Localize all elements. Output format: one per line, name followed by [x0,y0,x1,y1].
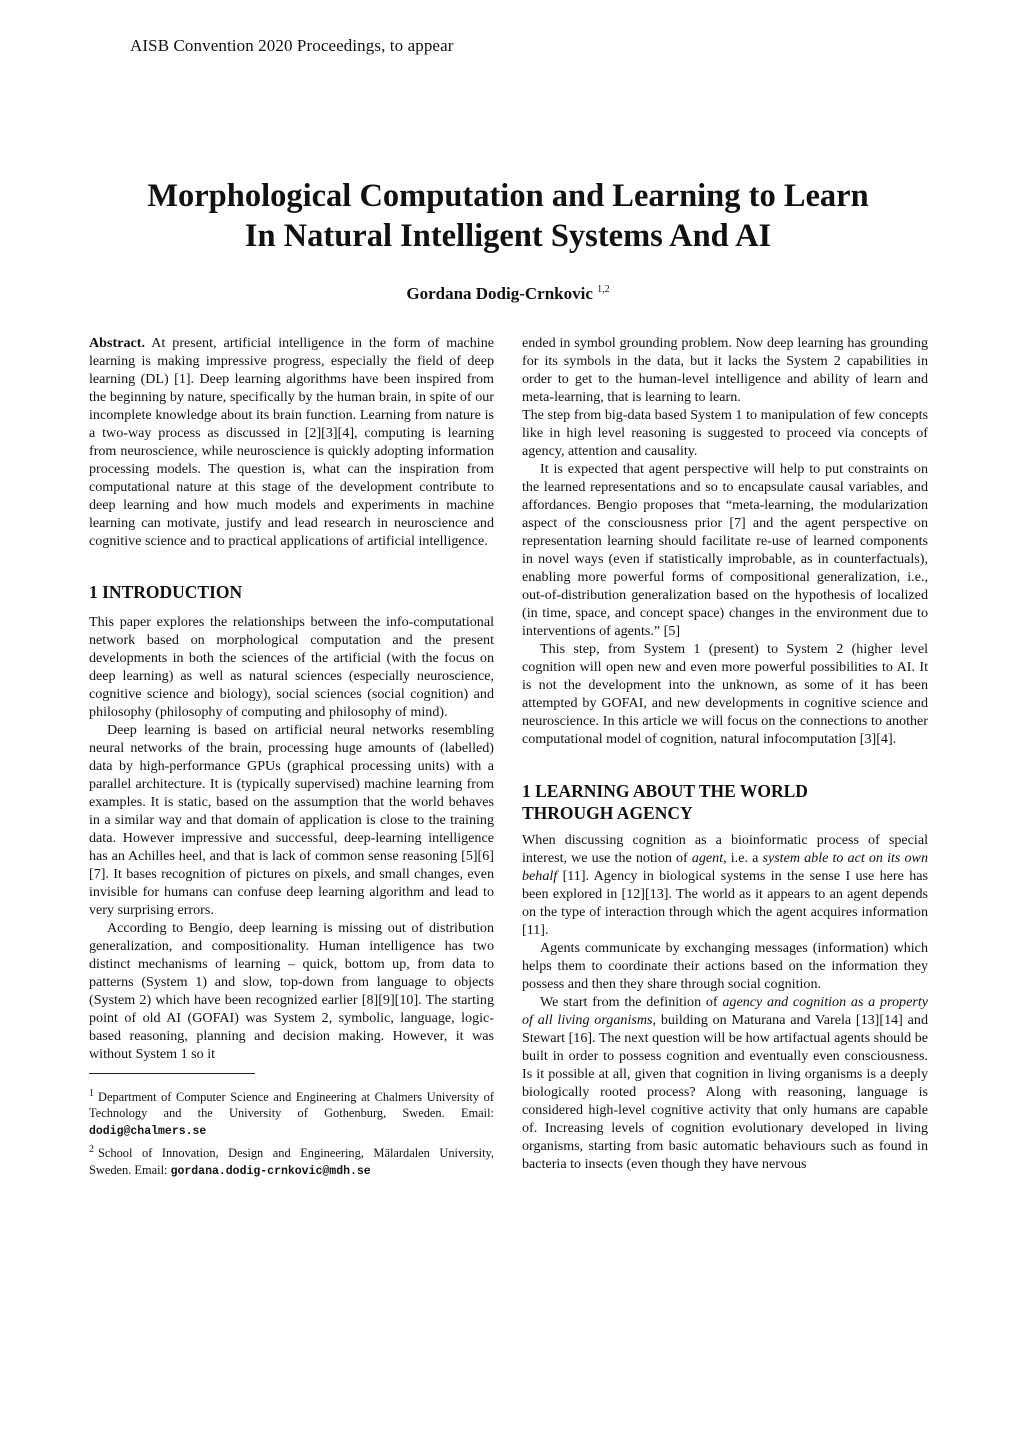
intro-paragraph-3: According to Bengio, deep learning is missing out of distribution generalization, and compositionality. Human intelligence has two distinct mechanisms of learning – quick, bottom up, from data to patterns (System 1) and slow, top-down from language to objects (System 2) which have been recognized earlier [8][9][10]. The starting point of old AI (GOFAI) was System 2, symbolic, language, logic-based reasoning, planning and decision making. However, it was without System 1 so it [89,919,494,1062]
section-2-p1-part-a: When discussing cognition as a bioinformatic process of special interest, we use the notion of [522,832,928,866]
footnotes [89,1086,494,1181]
footnote-1-email: dodig@chalmers.se [89,1124,207,1138]
section-2-paragraph-2: Agents communicate by exchanging messages (information) which helps them to coordinate their actions based on the information they possess and then they share through social cognition. [522,940,928,992]
section-2-heading-line-2: THROUGH AGENCY [522,802,693,823]
abstract-label: Abstract. [89,335,145,351]
right-column [522,334,928,1173]
footnote-2-mark: 2 [89,1144,94,1155]
section-2-p1-part-b: , i.e. a [723,850,763,866]
intro-paragraph-4: The step from big-data based System 1 to manipulation of few concepts like in high level reasoning is suggested to proceed via concepts of agency, attention and causality. [522,407,928,459]
section-2-paragraph-3 [522,993,928,1173]
left-column [89,334,494,1182]
abstract-paragraph [89,334,494,550]
footnote-2 [89,1142,494,1180]
footnote-1-mark: 1 [89,1087,94,1099]
section-2-p1-part-c: [11]. Agency in biological systems in the sense I use here has been explored in [12][13]. The world as it appears to an agent depends on the type of interaction through which the agent acquires information [11]. [522,868,928,938]
footnote-2-text: School of Innovation, Design and Engineering, Mälardalen University, Sweden. Email: [89,1146,494,1177]
section-2-p1-emphasis-1: agent [691,850,724,866]
paper-title [60,176,956,256]
author-line [0,284,1016,304]
footnote-divider [89,1073,255,1074]
section-2-heading [522,781,928,824]
section-2-p3-part-b: building on Maturana and Varela [13][14] and Stewart [16]. The next question will be how artifactual agents should be built in order to possess cognition and eventually even consciousness. Is it possible at all, given that cognition in living organisms is a deeply biologically rooted process? Along with reasoning, language is considered high-level cognitive activity that only humans are capable of. Increasing levels of cognition evolutionary developed in living organisms, starting from basic automatic behaviours such as found in bacteria to insects (even though they have nervous [522,1012,929,1172]
intro-paragraph-2: Deep learning is based on artificial neural networks resembling neural networks of the brain, processing huge amounts of (labelled) data by high-performance GPUs (graphical processing units) with a parallel architecture. It is (typically supervised) machine learning from examples. It is static, based on the assumption that the world behaves in a similar way and that domain of application is close to the training data. However impressive and successful, deep-learning intelligence has an Achilles heel, and that is lack of common sense reasoning [5][6][7]. It bases recognition of pictures on pixels, and small changes, even invisible for humans can confuse deep learning algorithm and lead to very surprising errors. [89,721,494,918]
intro-paragraph-3-continued: ended in symbol grounding problem. Now deep learning has grounding for its symbols in the data, but it lacks the System 2 capabilities in order to get to the human-level intelligence and ability of learn and meta-learning, that is learning to learn. [522,335,928,405]
section-2-p3-emphasis: agency and cognition as a property of all living organisms, [522,994,928,1028]
title-line-1: Morphological Computation and Learning to Learn [147,178,869,214]
introduction-heading: 1 INTRODUCTION [89,582,243,602]
section-2-p1-emphasis-2: system able to act on its own behalf [522,850,928,884]
section-2-paragraph-1 [522,831,928,939]
author-name: Gordana Dodig-Crnkovic [406,284,593,303]
section-2-heading-line-1: 1 LEARNING ABOUT THE WORLD [522,781,808,801]
running-head: AISB Convention 2020 Proceedings, to appear [130,36,454,55]
abstract-text: At present, artificial intelligence in the form of machine learning is making impressive progress, especially the field of deep learning (DL) [1]. Deep learning algorithms have been inspired from the beginning by nature, specifically by the human brain, in spite of our incomplete knowledge about its brain function. Learning from nature is a two-way process as discussed in [2][3][4], computing is learning from neuroscience, while neuroscience is quickly adopting information processing models. The question is, what can the inspiration from computational nature at this stage of the development contribute to deep learning and how much models and experiments in machine learning can motivate, justify and lead research in neuroscience and cognitive science and to practical applications of artificial intelligence. [89,335,494,549]
title-line-2: In Natural Intelligent Systems And AI [244,218,772,254]
section-2-p3-part-a: We start from the definition of [540,994,723,1010]
author-affiliation-marks: 1,2 [597,284,610,295]
intro-paragraph-1: This paper explores the relationships between the info-computational network based on morphological computation and the present developments in both the sciences of the artificial (with the focus on deep learning) as well as natural sciences (especially neuroscience, cognitive science and biology), social sciences (social cognition) and philosophy (philosophy of computing and philosophy of mind). [89,613,494,720]
intro-paragraph-6: This step, from System 1 (present) to System 2 (higher level cognition will open new and even more powerful possibilities to AI. It is not the development into the unknown, as some of it has been attempted by GOFAI, and new developments in cognitive science and neuroscience. In this article we will focus on the connections to another computational model of cognition, natural infocomputation [3][4]. [522,641,928,747]
intro-paragraph-5: It is expected that agent perspective will help to put constraints on the learned representations and so to encapsulate causal variables, and affordances. Bengio proposes that “meta-learning, the modularization aspect of the consciousness prior [7] and the agent perspective on representation learning should facilitate re-use of learned components in novel ways (even if statistically improbable, as in counterfactuals), enabling more powerful forms of compositional generalization, i.e., out-of-distribution generalization based on the hypothesis of localized (in time, space, and concept space) changes in the environment due to interventions of agents.” [5] [522,461,928,639]
footnote-1 [89,1086,494,1141]
footnote-1-text: Department of Computer Science and Engineering at Chalmers University of Technology and the University of Gothenburg, Sweden. Email: [89,1089,494,1120]
footnote-2-email: gordana.dodig-crnkovic@mdh.se [170,1164,371,1178]
